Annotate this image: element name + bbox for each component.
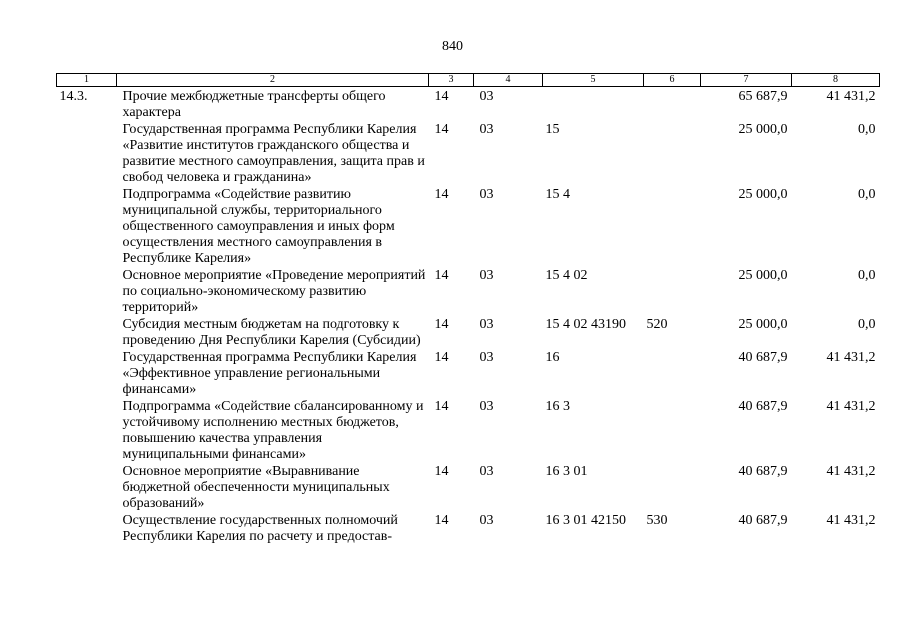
row-number xyxy=(57,317,117,350)
column-number: 1 xyxy=(57,74,117,87)
row-target-article: 15 4 xyxy=(545,187,570,202)
row-amount-year1: 25 000,0 xyxy=(738,268,788,283)
row-amount-year1: 25 000,0 xyxy=(738,187,788,202)
row-subsection: 03 xyxy=(479,268,494,283)
row-number xyxy=(57,187,117,268)
row-amount-year1: 40 687,9 xyxy=(738,464,788,479)
row-expense-type xyxy=(644,187,701,268)
row-subsection: 03 xyxy=(479,513,494,528)
row-subsection: 03 xyxy=(479,187,494,202)
column-number: 7 xyxy=(701,74,792,87)
row-number xyxy=(57,350,117,399)
column-number: 5 xyxy=(543,74,644,87)
row-name: Подпрограмма «Содействие сбалансированному и устойчивому исполнению местных бюджетов, повышению качества управления муниципальными финансами» xyxy=(122,399,424,462)
row-target-article: 15 4 02 43190 xyxy=(545,317,626,332)
row-name: Субсидия местным бюджетам на подготовку к проведению Дня Республики Карелия (Субсидии) xyxy=(122,317,421,348)
row-amount-year1: 25 000,0 xyxy=(738,317,788,332)
row-amount-year2: 41 431,2 xyxy=(826,89,876,104)
row-amount-year1: 40 687,9 xyxy=(738,399,788,414)
row-section: 14 xyxy=(434,187,449,202)
table-row xyxy=(57,513,880,546)
table-row xyxy=(57,399,880,464)
table-row xyxy=(57,317,880,350)
row-expense-type xyxy=(644,399,701,464)
column-number: 3 xyxy=(429,74,474,87)
column-number: 6 xyxy=(644,74,701,87)
row-section: 14 xyxy=(434,89,449,104)
page-number: 840 xyxy=(442,39,463,54)
row-amount-year2: 41 431,2 xyxy=(826,464,876,479)
row-target-article: 16 3 01 xyxy=(545,464,588,479)
row-amount-year2: 0,0 xyxy=(858,268,876,283)
row-amount-year1: 40 687,9 xyxy=(738,350,788,365)
row-target-article: 15 xyxy=(545,122,560,137)
row-amount-year2: 41 431,2 xyxy=(826,399,876,414)
row-target-article: 16 xyxy=(545,350,560,365)
row-subsection: 03 xyxy=(479,122,494,137)
row-amount-year2: 0,0 xyxy=(858,122,876,137)
row-name: Государственная программа Республики Карелия «Развитие институтов гражданского общества и развитие местного самоуправления, защита прав и свобод человека и гражданина» xyxy=(122,122,425,185)
row-number xyxy=(57,122,117,187)
row-name: Основное мероприятие «Выравнивание бюджетной обеспеченности муниципальных образований» xyxy=(122,464,390,511)
table-row xyxy=(57,268,880,317)
row-amount-year2: 41 431,2 xyxy=(826,350,876,365)
row-section: 14 xyxy=(434,268,449,283)
row-subsection: 03 xyxy=(479,89,494,104)
column-number-row xyxy=(57,74,880,87)
table-row xyxy=(57,464,880,513)
row-name: Подпрограмма «Содействие развитию муниципальной службы, территориального общественного самоуправления и иных форм осуществления местного самоуправления в Республике Карелия» xyxy=(122,187,395,266)
column-number: 8 xyxy=(792,74,880,87)
row-expense-type xyxy=(644,350,701,399)
table-row xyxy=(57,187,880,268)
row-number xyxy=(57,399,117,464)
row-section: 14 xyxy=(434,122,449,137)
column-number: 4 xyxy=(474,74,543,87)
row-number xyxy=(57,513,117,546)
table-row xyxy=(57,350,880,399)
table-row xyxy=(57,87,880,123)
row-expense-type xyxy=(644,87,701,123)
row-expense-type xyxy=(644,268,701,317)
row-name: Осуществление государственных полномочий Республики Карелия по расчету и предостав- xyxy=(122,513,398,544)
row-target-article: 16 3 xyxy=(545,399,570,414)
row-section: 14 xyxy=(434,399,449,414)
row-target-article: 15 4 02 xyxy=(545,268,588,283)
row-section: 14 xyxy=(434,513,449,528)
row-subsection: 03 xyxy=(479,464,494,479)
row-section: 14 xyxy=(434,350,449,365)
row-subsection: 03 xyxy=(479,350,494,365)
row-expense-type: 530 xyxy=(646,513,668,528)
row-amount-year2: 0,0 xyxy=(858,317,876,332)
row-amount-year1: 65 687,9 xyxy=(738,89,788,104)
row-expense-type xyxy=(644,464,701,513)
row-amount-year2: 41 431,2 xyxy=(826,513,876,528)
row-number xyxy=(57,464,117,513)
row-name: Прочие межбюджетные трансферты общего характера xyxy=(122,89,386,120)
row-subsection: 03 xyxy=(479,317,494,332)
table-row xyxy=(57,122,880,187)
row-section: 14 xyxy=(434,317,449,332)
row-subsection: 03 xyxy=(479,399,494,414)
row-section: 14 xyxy=(434,464,449,479)
column-number: 2 xyxy=(117,74,429,87)
row-number xyxy=(57,268,117,317)
row-target-article: 16 3 01 42150 xyxy=(545,513,626,528)
row-expense-type xyxy=(644,122,701,187)
row-amount-year1: 40 687,9 xyxy=(738,513,788,528)
row-expense-type: 520 xyxy=(646,317,668,332)
row-name: Государственная программа Республики Карелия «Эффективное управление региональными финансами» xyxy=(122,350,417,397)
row-amount-year1: 25 000,0 xyxy=(738,122,788,137)
row-name: Основное мероприятие «Проведение мероприятий по социально-экономическому развитию территорий» xyxy=(122,268,426,315)
row-number: 14.3. xyxy=(59,89,88,104)
row-target-article xyxy=(543,87,644,123)
budget-table xyxy=(56,73,880,546)
row-amount-year2: 0,0 xyxy=(858,187,876,202)
